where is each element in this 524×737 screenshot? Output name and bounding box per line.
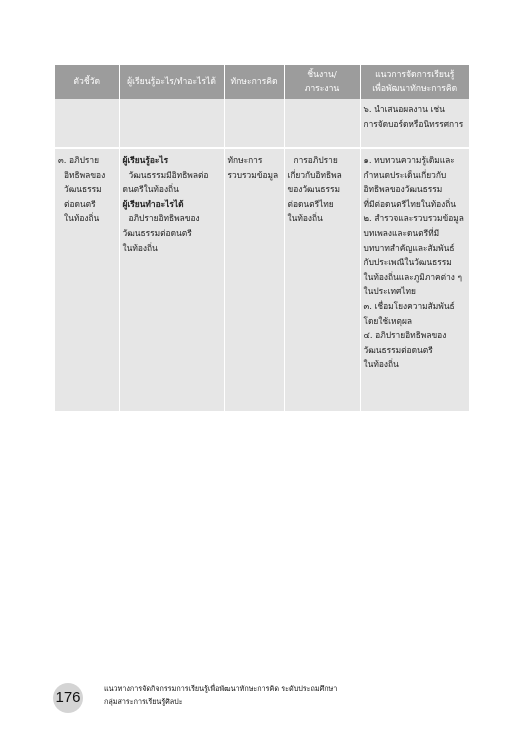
cell-line: ๑. ทบทวนความรู้เดิมและ — [363, 155, 455, 165]
table-cell-approach — [360, 99, 469, 148]
learning-plan-table — [55, 65, 469, 411]
cell-line: ในท้องถิ่นและภูมิภาคต่าง ๆ — [363, 271, 463, 282]
cell-line: อิทธิพลของวัฒนธรรม — [363, 184, 443, 195]
cell-line: วัฒนธรรมต่อดนตรี — [363, 344, 433, 355]
cell-line: ต่อดนตรี — [64, 198, 96, 209]
cell-line: ทักษะการ — [227, 155, 263, 165]
cell-line: บทเพลงและดนตรีที่มี — [363, 227, 440, 238]
footer-line: กลุ่มสาระการเรียนรู้ศิลปะ — [104, 696, 183, 706]
footer-text — [104, 683, 337, 708]
cell-line: ในท้องถิ่น — [122, 242, 158, 253]
table-cell-learning — [119, 148, 224, 411]
table-row — [55, 99, 469, 148]
cell-line: ๓. เชื่อมโยงความสัมพันธ์ — [363, 300, 455, 311]
cell-line: วัฒนธรรมมีอิทธิพลต่อ — [128, 169, 209, 180]
cell-line: ในท้องถิ่น — [287, 213, 323, 224]
header-approach-line: แนวการจัดการเรียนรู้ — [375, 70, 455, 80]
footer-line: แนวทางการจัดกิจกรรมการเรียนรู้เพื่อพัฒนาทักษะการคิด ระดับประถมศึกษา — [104, 684, 338, 693]
header-task — [284, 65, 360, 99]
cell-line: ที่มีต่อดนตรีไทยในท้องถิ่น — [363, 198, 457, 209]
table-header-row — [55, 65, 469, 99]
cell-line: บทบาทสำคัญและสัมพันธ์ — [363, 242, 455, 253]
cell-line: ๓. อภิปราย — [58, 155, 100, 165]
table-row — [55, 148, 469, 411]
table-cell — [224, 99, 284, 148]
table-cell — [284, 99, 360, 148]
cell-heading: ผู้เรียนทำอะไรได้ — [122, 198, 184, 209]
header-learning: ผู้เรียนรู้อะไร/ทำอะไรได้ — [119, 65, 224, 99]
cell-line: ๒. สำรวจและรวบรวมข้อมูล — [363, 213, 464, 224]
table-cell — [55, 99, 119, 148]
cell-line: วัฒนธรรม — [64, 184, 102, 195]
table-cell-thinking-skill — [224, 148, 284, 411]
cell-line: รวบรวมข้อมูล — [227, 169, 279, 180]
cell-line: ในท้องถิ่น — [64, 213, 100, 224]
page-number: 176 — [53, 683, 83, 713]
cell-line: โดยใช้เหตุผล — [363, 315, 412, 326]
cell-line: ๖. นำเสนอผลงาน เช่น — [363, 104, 445, 114]
header-task-line: ภาระงาน — [304, 84, 340, 94]
header-indicator: ตัวชี้วัด — [55, 65, 119, 99]
table-cell-approach — [360, 148, 469, 411]
cell-line: อภิปรายอิทธิพลของ — [128, 213, 200, 224]
cell-line: อิทธิพลของ — [64, 169, 106, 180]
cell-line: ของวัฒนธรรม — [287, 184, 340, 195]
cell-line: ในประเทศไทย — [363, 286, 416, 297]
cell-line: ต่อดนตรีไทย — [287, 198, 334, 209]
cell-line: กำหนดประเด็นเกี่ยวกับ — [363, 169, 447, 180]
cell-line: ในท้องถิ่น — [363, 359, 399, 370]
table-cell-indicator — [55, 148, 119, 411]
header-approach-line: เพื่อพัฒนาทักษะการคิด — [372, 84, 458, 94]
cell-line: วัฒนธรรมต่อดนตรี — [122, 227, 192, 238]
header-task-line: ชิ้นงาน/ — [307, 70, 337, 80]
header-approach — [360, 65, 469, 99]
cell-line: การอภิปราย — [293, 155, 338, 165]
table-cell — [119, 99, 224, 148]
header-thinking-skill: ทักษะการคิด — [224, 65, 284, 99]
cell-line: ๔. อภิปรายอิทธิพลของ — [363, 330, 447, 341]
cell-line: การจัดบอร์ดหรือนิทรรศการ — [363, 118, 464, 129]
cell-line: ดนตรีในท้องถิ่น — [122, 184, 179, 195]
cell-heading: ผู้เรียนรู้อะไร — [122, 155, 169, 165]
cell-line: กับประเพณีในวัฒนธรรม — [363, 257, 452, 268]
cell-line: เกี่ยวกับอิทธิพล — [287, 169, 342, 180]
table-cell-task — [284, 148, 360, 411]
